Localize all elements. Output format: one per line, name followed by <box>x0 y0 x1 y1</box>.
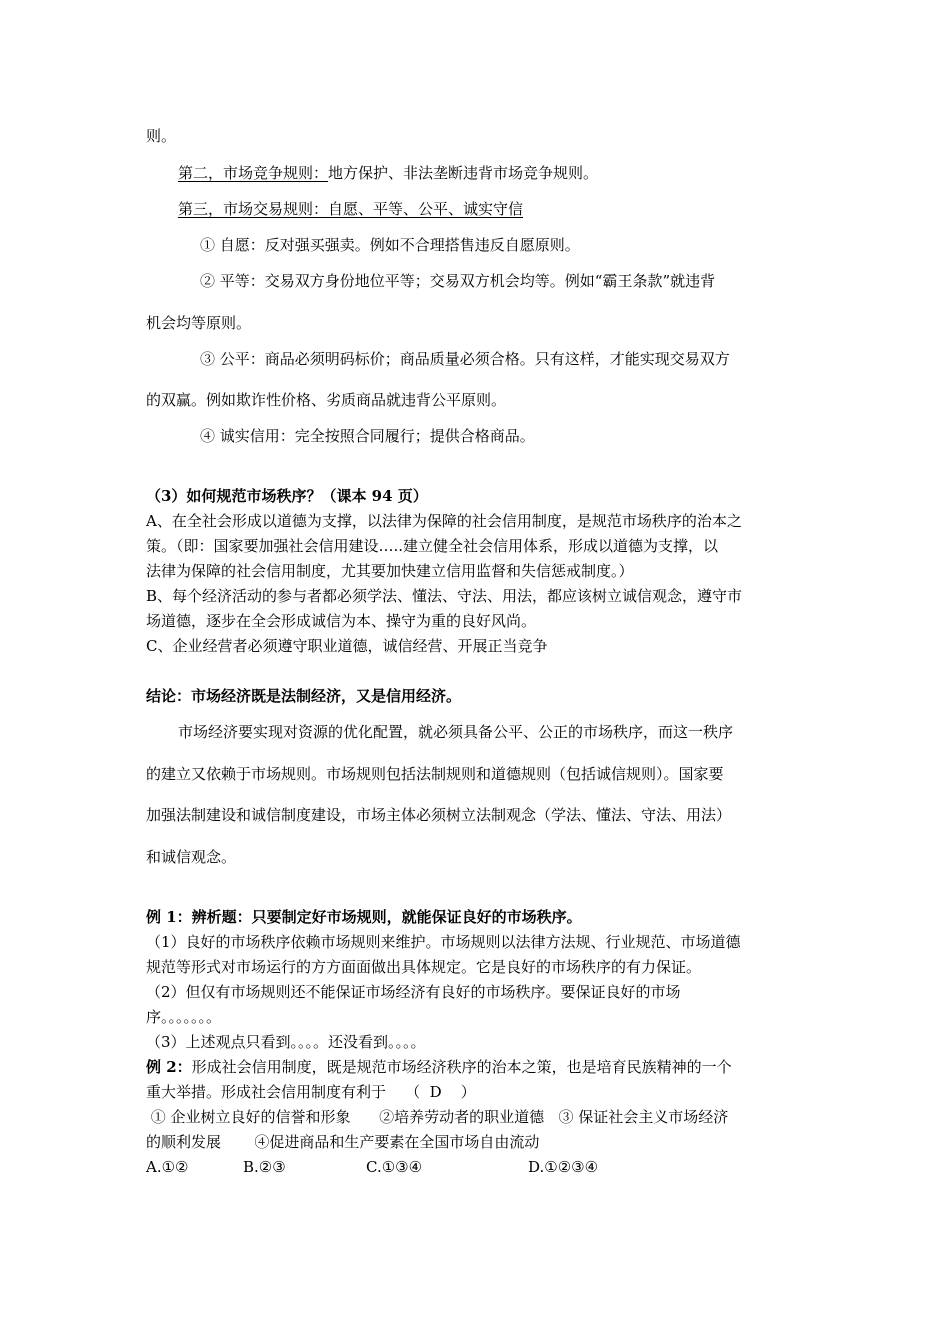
principle-equality-cont: 机会均等原则。 <box>146 314 252 332</box>
section3-b2: 场道德，逐步在全会形成诚信为本、操守为重的良好风尚。 <box>146 612 537 630</box>
rule-second-label: 第二，市场竞争规则： <box>178 164 329 182</box>
section3-c1: C、企业经营者必须遵守职业道德，诚信经营、开展正当竞争 <box>146 637 548 655</box>
example2-line <box>146 1057 732 1077</box>
rule-second <box>178 163 598 183</box>
section3-heading: （3）如何规范市场秩序？（课本 94 页） <box>146 487 428 505</box>
principle-fairness-cont: 的双赢。例如欺诈性价格、劣质商品就违背公平原则。 <box>146 391 507 409</box>
example2-label: 例 2： <box>146 1058 192 1076</box>
conclusion-heading: 结论：市场经济既是法制经济，又是信用经济。 <box>146 687 462 705</box>
conclusion-line: 和诚信观念。 <box>146 848 237 866</box>
example1-line: 规范等形式对市场运行的方方面面做出具体规定。它是良好的市场秩序的有力保证。 <box>146 958 702 976</box>
example2-line: ① 企业树立良好的信誉和形象 ②培养劳动者的职业道德 ③ 保证社会主义市场经济 <box>146 1108 729 1126</box>
principle-fairness: ③ 公平：商品必须明码标价；商品质量必须合格。只有这样，才能实现交易双方 <box>200 350 730 368</box>
rule-third: 第三，市场交易规则：自愿、平等、公平、诚实守信 <box>178 200 524 218</box>
example2-question: 形成社会信用制度，既是规范市场经济秩序的治本之策，也是培育民族精神的一个 <box>191 1058 732 1076</box>
option-c: C.①③④ <box>366 1158 423 1176</box>
example2-line: 的顺利发展 ④促进商品和生产要素在全国市场自由流动 <box>146 1133 540 1151</box>
example1-line: 序。。。。。。。 <box>146 1008 222 1026</box>
section3-a3: 法律为保障的社会信用制度，尤其要加快建立信用监督和失信惩戒制度。） <box>146 562 634 580</box>
principle-voluntary: ① 自愿：反对强买强卖。例如不合理搭售违反自愿原则。 <box>200 236 580 254</box>
text-line: 则。 <box>146 127 177 145</box>
example1-heading: 例 1：辨析题：只要制定好市场规则，就能保证良好的市场秩序。 <box>146 908 582 926</box>
option-b: B.②③ <box>243 1158 286 1176</box>
example2-line: 重大举措。形成社会信用制度有利于 （ D ） <box>146 1083 476 1101</box>
example1-line: （1）良好的市场秩序依赖市场规则来维护。市场规则以法律方法规、行业规范、市场道德 <box>146 933 741 951</box>
principle-honesty: ④ 诚实信用：完全按照合同履行；提供合格商品。 <box>200 427 535 445</box>
option-a: A.①② <box>146 1158 189 1176</box>
section3-b1: B、每个经济活动的参与者都必须学法、懂法、守法、用法，都应该树立诚信观念，遵守市 <box>146 587 743 605</box>
section3-a2: 策。（即：国家要加强社会信用建设…..建立健全社会信用体系，形成以道德为支撑，以 <box>146 537 719 555</box>
conclusion-line: 的建立又依赖于市场规则。市场规则包括法制规则和道德规则（包括诚信规则）。国家要 <box>146 765 724 783</box>
principle-equality: ② 平等：交易双方身份地位平等；交易双方机会均等。例如“霸王条款”就违背 <box>200 272 716 290</box>
conclusion-line: 加强法制建设和诚信制度建设，市场主体必须树立法制观念（学法、懂法、守法、用法） <box>146 806 732 824</box>
example1-line: （2）但仅有市场规则还不能保证市场经济有良好的市场秩序。要保证良好的市场 <box>146 983 681 1001</box>
rule-second-text: 地方保护、非法垄断违背市场竞争规则。 <box>328 164 599 182</box>
example1-line: （3）上述观点只看到。。。。还没看到。。。。 <box>146 1033 426 1051</box>
conclusion-line: 市场经济要实现对资源的优化配置，就必须具备公平、公正的市场秩序，而这一秩序 <box>178 723 734 741</box>
option-d: D.①②③④ <box>528 1158 599 1176</box>
section3-a1: A、在全社会形成以道德为支撑，以法律为保障的社会信用制度，是规范市场秩序的治本之 <box>146 512 742 530</box>
